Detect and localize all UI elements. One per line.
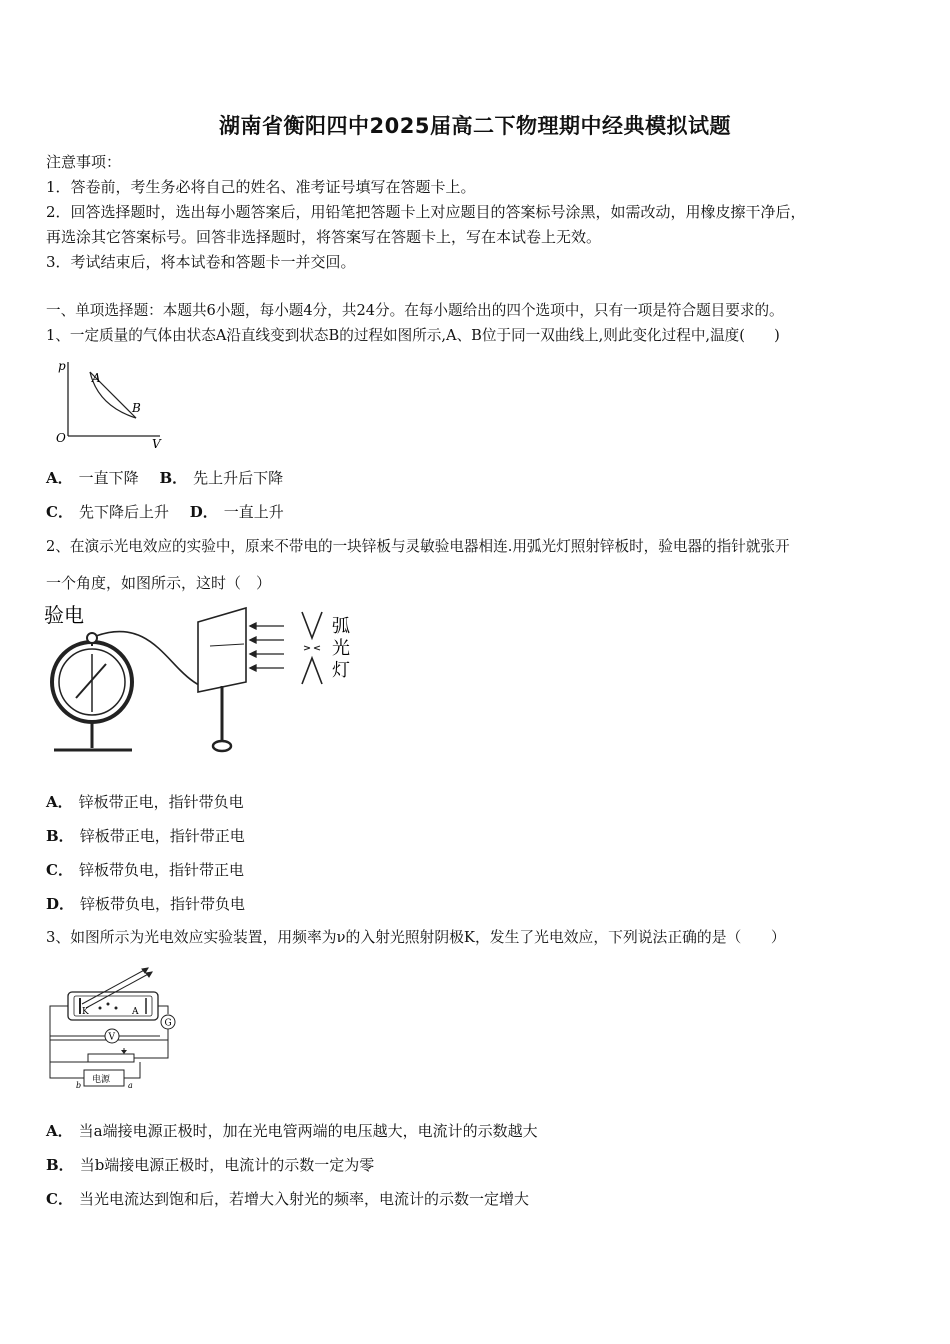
terminal-a-label: a <box>128 1081 133 1090</box>
notice-item: 2．回答选择题时，选出每小题答案后，用铅笔把答题卡上对应题目的答案标号涂黑，如需改动，用橡皮擦干净后， <box>46 203 806 221</box>
p-axis-label: p <box>58 359 66 373</box>
notice-heading: 注意事项： <box>46 153 122 171</box>
arc-spark-icon <box>304 646 320 650</box>
option-text: 锌板带负电，指针带正电 <box>78 861 244 879</box>
option-text: 当b端接电源正极时，电流计的示数一定为零 <box>79 1156 375 1174</box>
photoelectric-electroscope-figure <box>40 600 370 760</box>
voltmeter-label: V <box>108 1032 115 1043</box>
arc-lamp-upper-electrode <box>302 612 322 638</box>
option-key: C． <box>46 861 73 879</box>
q1-options-row-2 <box>46 502 284 522</box>
zinc-plate <box>198 608 246 692</box>
option-key: C． <box>46 503 73 521</box>
option-key: A． <box>46 1122 73 1140</box>
right-wire-top <box>158 1006 168 1014</box>
option-key: D． <box>46 895 75 913</box>
option-key: A． <box>46 793 73 811</box>
option-key: B． <box>159 469 188 487</box>
question-1-stem: 1、一定质量的气体由状态A沿直线变到状态B的过程如图所示,A、B位于同一双曲线上,则此变化过程中,温度( ) <box>46 327 780 344</box>
anode-label: A <box>132 1007 139 1017</box>
point-a-label: A <box>92 371 101 385</box>
rheostat <box>88 1054 134 1062</box>
lamp-label-1: 弧 <box>332 616 350 637</box>
power-wire-left <box>50 1062 84 1078</box>
option-text: 锌板带正电，指针带负电 <box>78 793 244 811</box>
lamp-label-3: 灯 <box>332 660 350 681</box>
q1-options-row-1 <box>46 468 283 488</box>
photoelectric-circuit-figure <box>40 962 190 1092</box>
v-axis-label: V <box>152 437 161 450</box>
option-text: 锌板带负电，指针带负电 <box>80 895 246 913</box>
plate-stand-base <box>213 741 231 751</box>
option-text: 先下降后上升 <box>78 503 169 521</box>
origin-label: O <box>56 431 66 445</box>
page-title: 湖南省衡阳四中2025届高二下物理期中经典模拟试题 <box>219 114 731 138</box>
slider-arrow-icon <box>121 1050 127 1054</box>
arc-lamp-lower-electrode <box>302 658 322 684</box>
q2-option <box>46 894 245 914</box>
question-2-stem-cont: 一个角度，如图所示，这时（ ） <box>46 574 272 592</box>
option-key: C． <box>46 1190 73 1208</box>
point-b-label: B <box>132 401 141 415</box>
q2-option <box>46 860 244 880</box>
option-key: D． <box>189 503 218 521</box>
q3-option <box>46 1155 374 1175</box>
option-text: 锌板带正电，指针带正电 <box>79 827 245 845</box>
electroscope-needle <box>76 664 106 698</box>
notice-item: 1．答卷前，考生务必将自己的姓名、准考证号填写在答题卡上。 <box>46 178 476 196</box>
electroscope-label: 验电 <box>44 603 84 627</box>
section-heading: 一、单项选择题：本题共6小题，每小题4分，共24分。在每小题给出的四个选项中，只有一项是符合题目要求的。 <box>46 302 784 319</box>
light-rays <box>250 623 284 671</box>
power-supply-label: 电源 <box>92 1075 111 1085</box>
question-3-stem: 3、如图所示为光电效应实验装置，用频率为ν的入射光照射阴极K，发生了光电效应，下列说法正确的是（ ） <box>46 929 786 946</box>
notice-item: 3．考试结束后，将本试卷和答题卡一并交回。 <box>46 253 356 271</box>
rheostat-wire <box>134 1040 168 1058</box>
option-text: 先上升后下降 <box>193 469 284 487</box>
galvanometer-label: G <box>164 1018 172 1029</box>
option-text: 当光电流达到饱和后，若增大入射光的频率，电流计的示数一定增大 <box>78 1190 529 1208</box>
option-key: B． <box>46 1156 74 1174</box>
q2-option <box>46 792 244 812</box>
option-key: A． <box>46 469 73 487</box>
option-text: 一直上升 <box>223 503 284 521</box>
option-text: 当a端接电源正极时，加在光电管两端的电压越大，电流计的示数越大 <box>78 1122 538 1140</box>
q2-option <box>46 826 245 846</box>
q3-option <box>46 1121 538 1141</box>
lamp-label-2: 光 <box>332 638 350 659</box>
option-key: B． <box>46 827 74 845</box>
electroscope-knob <box>87 633 97 643</box>
power-wire-right <box>124 1062 140 1078</box>
cathode-label: K <box>82 1007 89 1017</box>
q3-option <box>46 1189 529 1209</box>
question-2-stem: 2、在演示光电效应的实验中，原来不带电的一块锌板与灵敏验电器相连.用弧光灯照射锌板时，验电器的指针就张开 <box>46 538 790 555</box>
pv-diagram <box>52 356 172 450</box>
option-text: 一直下降 <box>78 469 139 487</box>
terminal-b-label: b <box>76 1081 82 1090</box>
notice-item: 再选涂其它答案标号。回答非选择题时，将答案写在答题卡上，写在本试卷上无效。 <box>46 228 602 246</box>
